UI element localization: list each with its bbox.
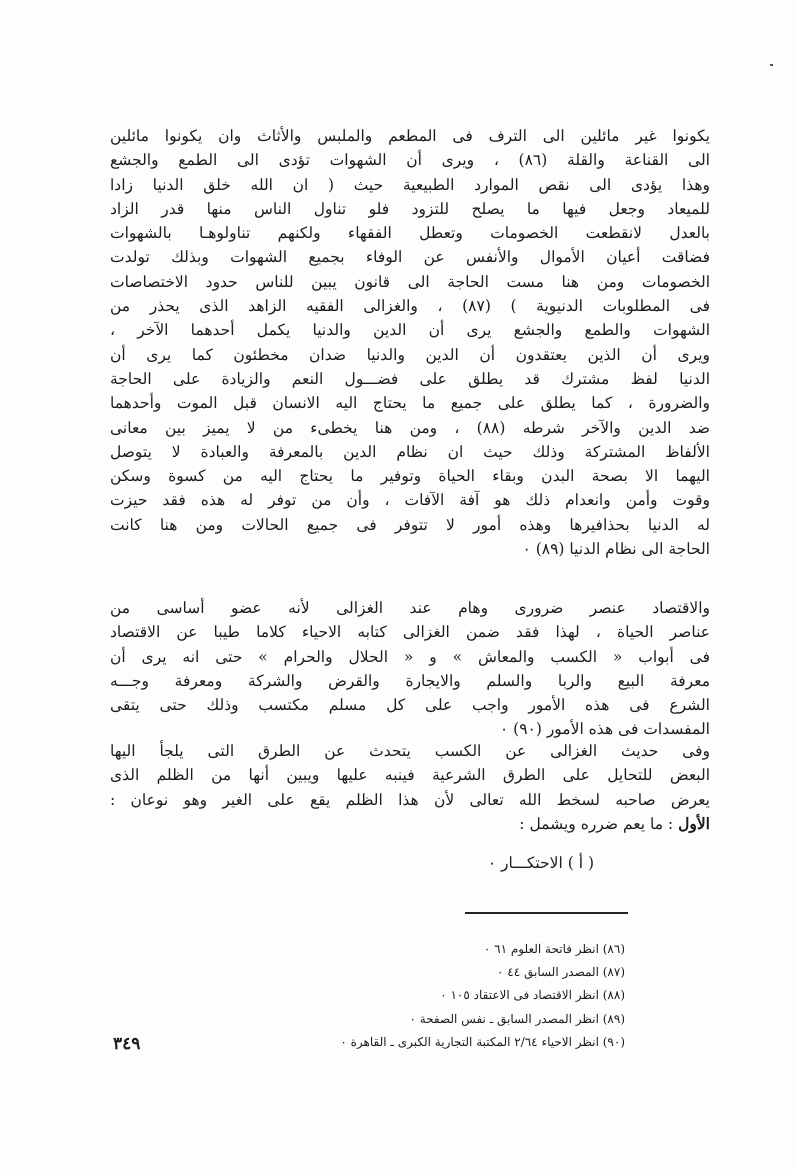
- paragraph-2-line-6: المفسدات فى هذه الأمور (٩٠) ٠: [499, 720, 710, 739]
- paragraph-1-line-2: الى القناعة والقلة (٨٦) ، ويرى أن الشهوات تؤدى الى الطمع والجشع: [110, 151, 710, 170]
- paragraph-3-line-2: البعض للتحايل على الطرق الشرعية فينبه عليها ويبين أنها من الظلم الذى: [110, 766, 710, 785]
- paragraph-1-line-15: اليهما الا بصحة البدن وبقاء الحياة وتوفير ما يحتاج اليه من كسوة وسكن: [110, 467, 710, 486]
- heading-rest: : ما يعم ضرره ويشمل :: [519, 814, 674, 833]
- footnote-87: (٨٧) المصدر السابق ٤٤ ٠: [496, 965, 625, 980]
- paragraph-1-line-5: بالعدل لانقطعت الخصومات وتعطل الفقهاء ولكنهم تناولوهـا بالشهوات: [110, 224, 710, 243]
- paragraph-1-line-8: فى المطلوبات الدنيوية ) (٨٧) ، والغزالى الفقيه الزاهد الذى يحذر من: [110, 297, 710, 316]
- heading-label: الأول: [678, 813, 710, 833]
- heading-line: [110, 812, 710, 836]
- margin-mark: [770, 64, 773, 66]
- paragraph-3: [110, 739, 710, 836]
- footnote-90: (٩٠) انظر الاحياء ٢/٦٤ المكتبة التجارية الكبرى ـ القاهرة ٠: [340, 1034, 625, 1049]
- paragraph-1-line-10: ويرى أن الذين يعتقدون أن الدين والدنيا ضدان مخطئون كما يرى أن: [110, 345, 710, 364]
- paragraph-2: [110, 596, 710, 742]
- paragraph-1-line-3: وهذا يؤدى الى نقص الموارد الطبيعية حيث ( ان الله خلق الدنيا زادا: [110, 175, 710, 194]
- paragraph-2-line-1: والاقتصاد عنصر ضرورى وهام عند الغزالى لأنه عضو أساسى من: [110, 599, 710, 617]
- paragraph-3-line-1: وفى حديث الغزالى عن الكسب يتحدث عن الطرق التى يلجأ اليها: [110, 742, 710, 760]
- footnote-86: (٨٦) انظر فاتحة العلوم ٦١ ٠: [483, 942, 625, 956]
- paragraph-1-line-7: الخصومات ومن هنا مست الحاجة الى قانون يبين للناس حدود الاختصاصات: [110, 272, 710, 291]
- paragraph-1-line-4: للميعاد وجعل فيها ما يصلح للتزود فلو تناول الناس منها قدر الزاد: [110, 199, 710, 218]
- paragraph-1-line-1: يكونوا غير مائلين الى الترف فى المطعم والملبس والأثاث وان يكونوا مائلين: [110, 127, 710, 145]
- footnotes: [220, 938, 625, 1054]
- footnote-88: (٨٨) انظر الاقتصاد فى الاعتقاد ١٠٥ ٠: [440, 988, 625, 1003]
- footnote-divider: [465, 912, 628, 914]
- footnote-89: (٨٩) انظر المصدر السابق ـ نفس الصفحة ٠: [409, 1011, 625, 1026]
- paragraph-2-line-2: عناصر الحياة ، لهذا فقد ضمن الغزالى كتابه الاحياء كلاما طيبا عن الاقتصاد: [110, 623, 710, 642]
- paragraph-2-line-5: الشرع فى هذه الأمور واجب على كل مسلم مكتسب وذلك حتى يتقى: [110, 696, 710, 715]
- paragraph-3-line-3: يعرض صاحبه لسخط الله تعالى لأن هذا الظلم يقع على الغير وهو نوعان :: [110, 790, 710, 809]
- paragraph-1-line-16: وقوت وأمن وانعدام ذلك هو آفة الآفات ، وأن من توفر له هذه فقد حيزت: [110, 491, 710, 510]
- paragraph-1-line-9: الشهوات والطمع والجشع يرى أن الدين والدنيا يكمل أحدهما الآخر ،: [110, 321, 710, 340]
- paragraph-1-line-11: الدنيا لفظ مشترك قد يطلق على فضـــول النعم والزيادة على الحاجة: [110, 369, 710, 388]
- paragraph-1-line-13: ضد الدين والآخر شرطه (٨٨) ، ومن هنا يخطىء من لا يميز بين معانى: [110, 418, 710, 437]
- paragraph-1-line-6: فضاقت أعيان الأموال والأنفس عن الوفاء بجميع الشهوات وبذلك تولدت: [110, 248, 710, 267]
- paragraph-1-line-12: والضرورة ، كما يطلق على جميع ما يحتاج اليه الانسان قبل الموت وأحدهما: [110, 394, 710, 413]
- paragraph-2-line-4: معرفة البيع والربا والسلم والايجارة والقرض والشركة ومعرفة وجـــه: [110, 671, 710, 690]
- paragraph-2-line-3: فى أبواب « الكسب والمعاش » و « الحلال والحرام » حتى انه يرى أن: [110, 647, 710, 666]
- paragraph-3-lines: [110, 739, 710, 812]
- list-item-a: ( أ ) الاحتكـــار ٠: [487, 854, 594, 872]
- paragraph-1-line-17: له الدنيا بحذافيرها وهذه أمور لا تتوفر فى جميع الحالات ومن هنا كانت: [110, 515, 710, 534]
- paragraph-1-line-14: الألفاظ المشتركة وذلك حيث ان نظام الدين بالمعرفة والعبادة لا يتوصل: [110, 442, 710, 461]
- paragraph-1-line-18: الحاجة الى نظام الدنيا (٨٩) ٠: [522, 540, 710, 559]
- page-number: ٣٤٩: [113, 1034, 141, 1054]
- paragraph-1: [110, 124, 710, 561]
